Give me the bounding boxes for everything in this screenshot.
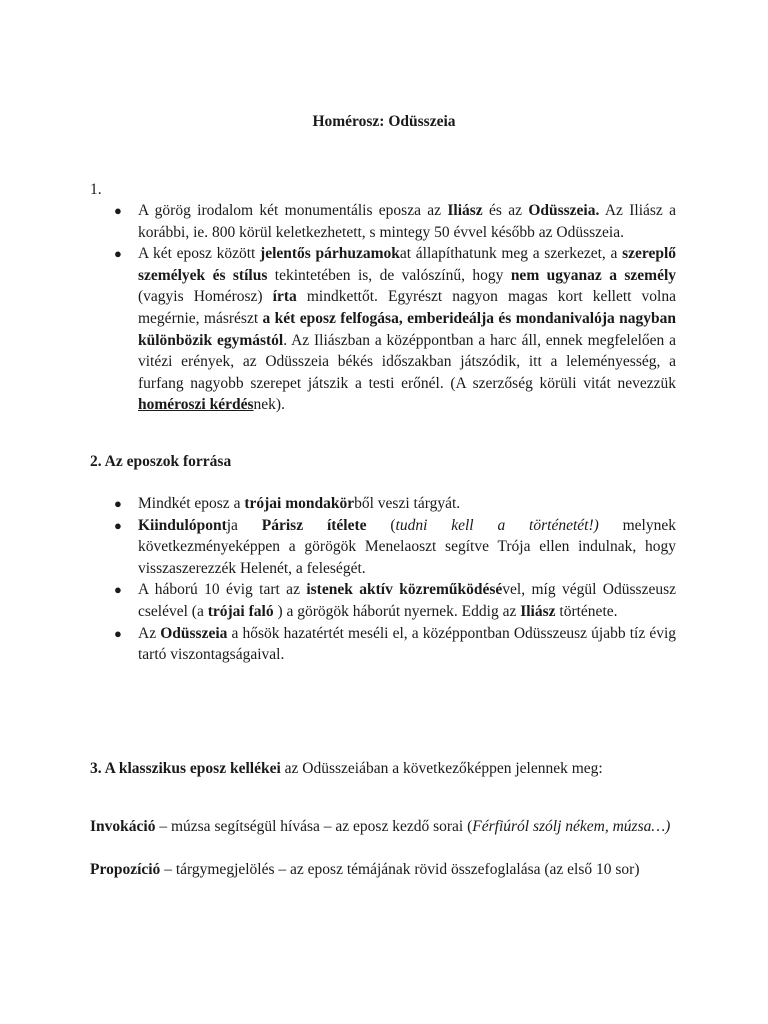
list-item-text — [138, 517, 676, 577]
section-1-number: 1. — [90, 181, 102, 198]
text-run: írta — [272, 288, 297, 306]
bullet-icon: ● — [114, 496, 122, 511]
text-run: istenek aktív közreműködésé — [306, 581, 503, 599]
list-item — [90, 200, 676, 243]
text-run: – tárgymegjelölés – az eposz témájának rövid összefoglalása (az első 10 sor) — [160, 861, 640, 878]
text-run: vel, míg végül Odüsszeusz cselével (a — [138, 581, 676, 620]
list-item — [90, 493, 676, 515]
list-item — [90, 243, 676, 416]
text-run: ja — [226, 516, 262, 534]
text-run: tekintetében is, de valószínű, hogy — [267, 266, 511, 284]
text-run: homéroszi kérdés — [138, 396, 254, 414]
text-run: Kiindulópont — [138, 516, 227, 534]
section-2-heading: 2. Az eposzok forrása — [90, 453, 232, 470]
text-run: A két eposz között — [138, 245, 261, 263]
paragraph-propozicio — [90, 859, 676, 881]
text-run: ( — [366, 516, 396, 534]
page-title: Homérosz: Odüsszeia — [312, 113, 456, 130]
text-run: trójai mondakör — [244, 495, 355, 512]
list-item — [90, 623, 676, 666]
text-run: szereplő személyek és stílus — [138, 245, 677, 284]
list-item-text — [138, 581, 676, 620]
section-1-list — [90, 200, 676, 416]
section-3-heading — [90, 758, 676, 780]
text-run: a két eposz felfogása, emberideálja és mondanivalója nagyban különbözik egymástól — [138, 309, 676, 349]
text-run: Az — [138, 624, 161, 642]
text-run: Férfiúról szólj nékem, múzsa…) — [472, 818, 671, 835]
list-item-text — [138, 202, 676, 241]
text-run: mindkettőt. Egyrészt nagyon magas kort kellett volna megérnie, másrészt — [138, 288, 676, 327]
bullet-icon: ● — [114, 625, 122, 641]
text-run: tudni kell a történetét!) — [395, 516, 599, 534]
text-run: trójai faló — [207, 602, 274, 620]
text-run: A görög irodalom két monumentális eposza az — [138, 202, 448, 219]
text-run: Odüsszeia — [160, 624, 228, 642]
text-run: Párisz ítélete — [261, 516, 367, 534]
bullet-icon: ● — [114, 517, 122, 533]
text-run: Az Iliász a korábbi, ie. 800 körül keletkezhetett, s mintegy 50 évvel később az Odüsszeia. — [138, 202, 676, 241]
bullet-icon: ● — [114, 582, 122, 598]
list-item — [90, 515, 676, 580]
text-run: ) a görögök háborút nyernek. Eddig az — [273, 602, 521, 620]
list-item — [90, 579, 676, 622]
text-run: melynek következményeképpen a görögök Menelaoszt segítve Trója ellen indulnak, hogy visszaszerezzék Helenét, a feleségét. — [138, 516, 676, 577]
bullet-icon: ● — [114, 203, 122, 218]
list-item-text — [138, 245, 676, 413]
text-run: nek). — [253, 396, 285, 414]
text-run: Iliász — [447, 202, 483, 219]
section-3-heading-bold: 3. A klasszikus eposz kellékei — [90, 760, 281, 777]
text-run: A háború 10 évig tart az — [138, 581, 307, 599]
text-run: (vagyis Homérosz) — [138, 288, 273, 306]
text-run: Invokáció — [90, 818, 156, 835]
text-run: Mindkét eposz a — [138, 495, 245, 512]
bullet-icon: ● — [114, 246, 122, 262]
text-run: ből veszi tárgyát. — [354, 495, 461, 512]
list-item-text — [138, 495, 460, 512]
section-2-list — [90, 493, 676, 666]
text-run: jelentős párhuzamok — [260, 245, 400, 263]
text-run: a hősök hazatértét meséli el, a középpontban Odüsszeusz újabb tíz évig tartó viszontagságaival. — [138, 624, 677, 664]
text-run: Iliász — [520, 602, 556, 620]
text-run: története. — [555, 602, 618, 620]
paragraph-invokacio — [90, 816, 676, 838]
text-run: és az — [482, 202, 529, 219]
text-run: – múzsa segítségül hívása – az eposz kezdő sorai ( — [155, 818, 473, 835]
text-run: Propozíció — [90, 861, 161, 878]
text-run: . Az Iliászban a középpontban a harc áll, ennek megfelelően a vitézi erények, az Odüsszeia békés időszakban játszódik, itt a leleményesség, a furfang nagyobb szerepet játszik a testi erőnél. (A szerzőség körüli vitát nevezzük — [138, 331, 676, 392]
section-3-heading-rest: az Odüsszeiában a következőképpen jelennek meg: — [280, 760, 603, 777]
text-run: nem ugyanaz a személy — [510, 266, 677, 284]
text-run: Odüsszeia. — [528, 202, 600, 219]
list-item-text — [138, 625, 676, 664]
text-run: at állapíthatunk meg a szerkezet, a — [399, 245, 623, 263]
